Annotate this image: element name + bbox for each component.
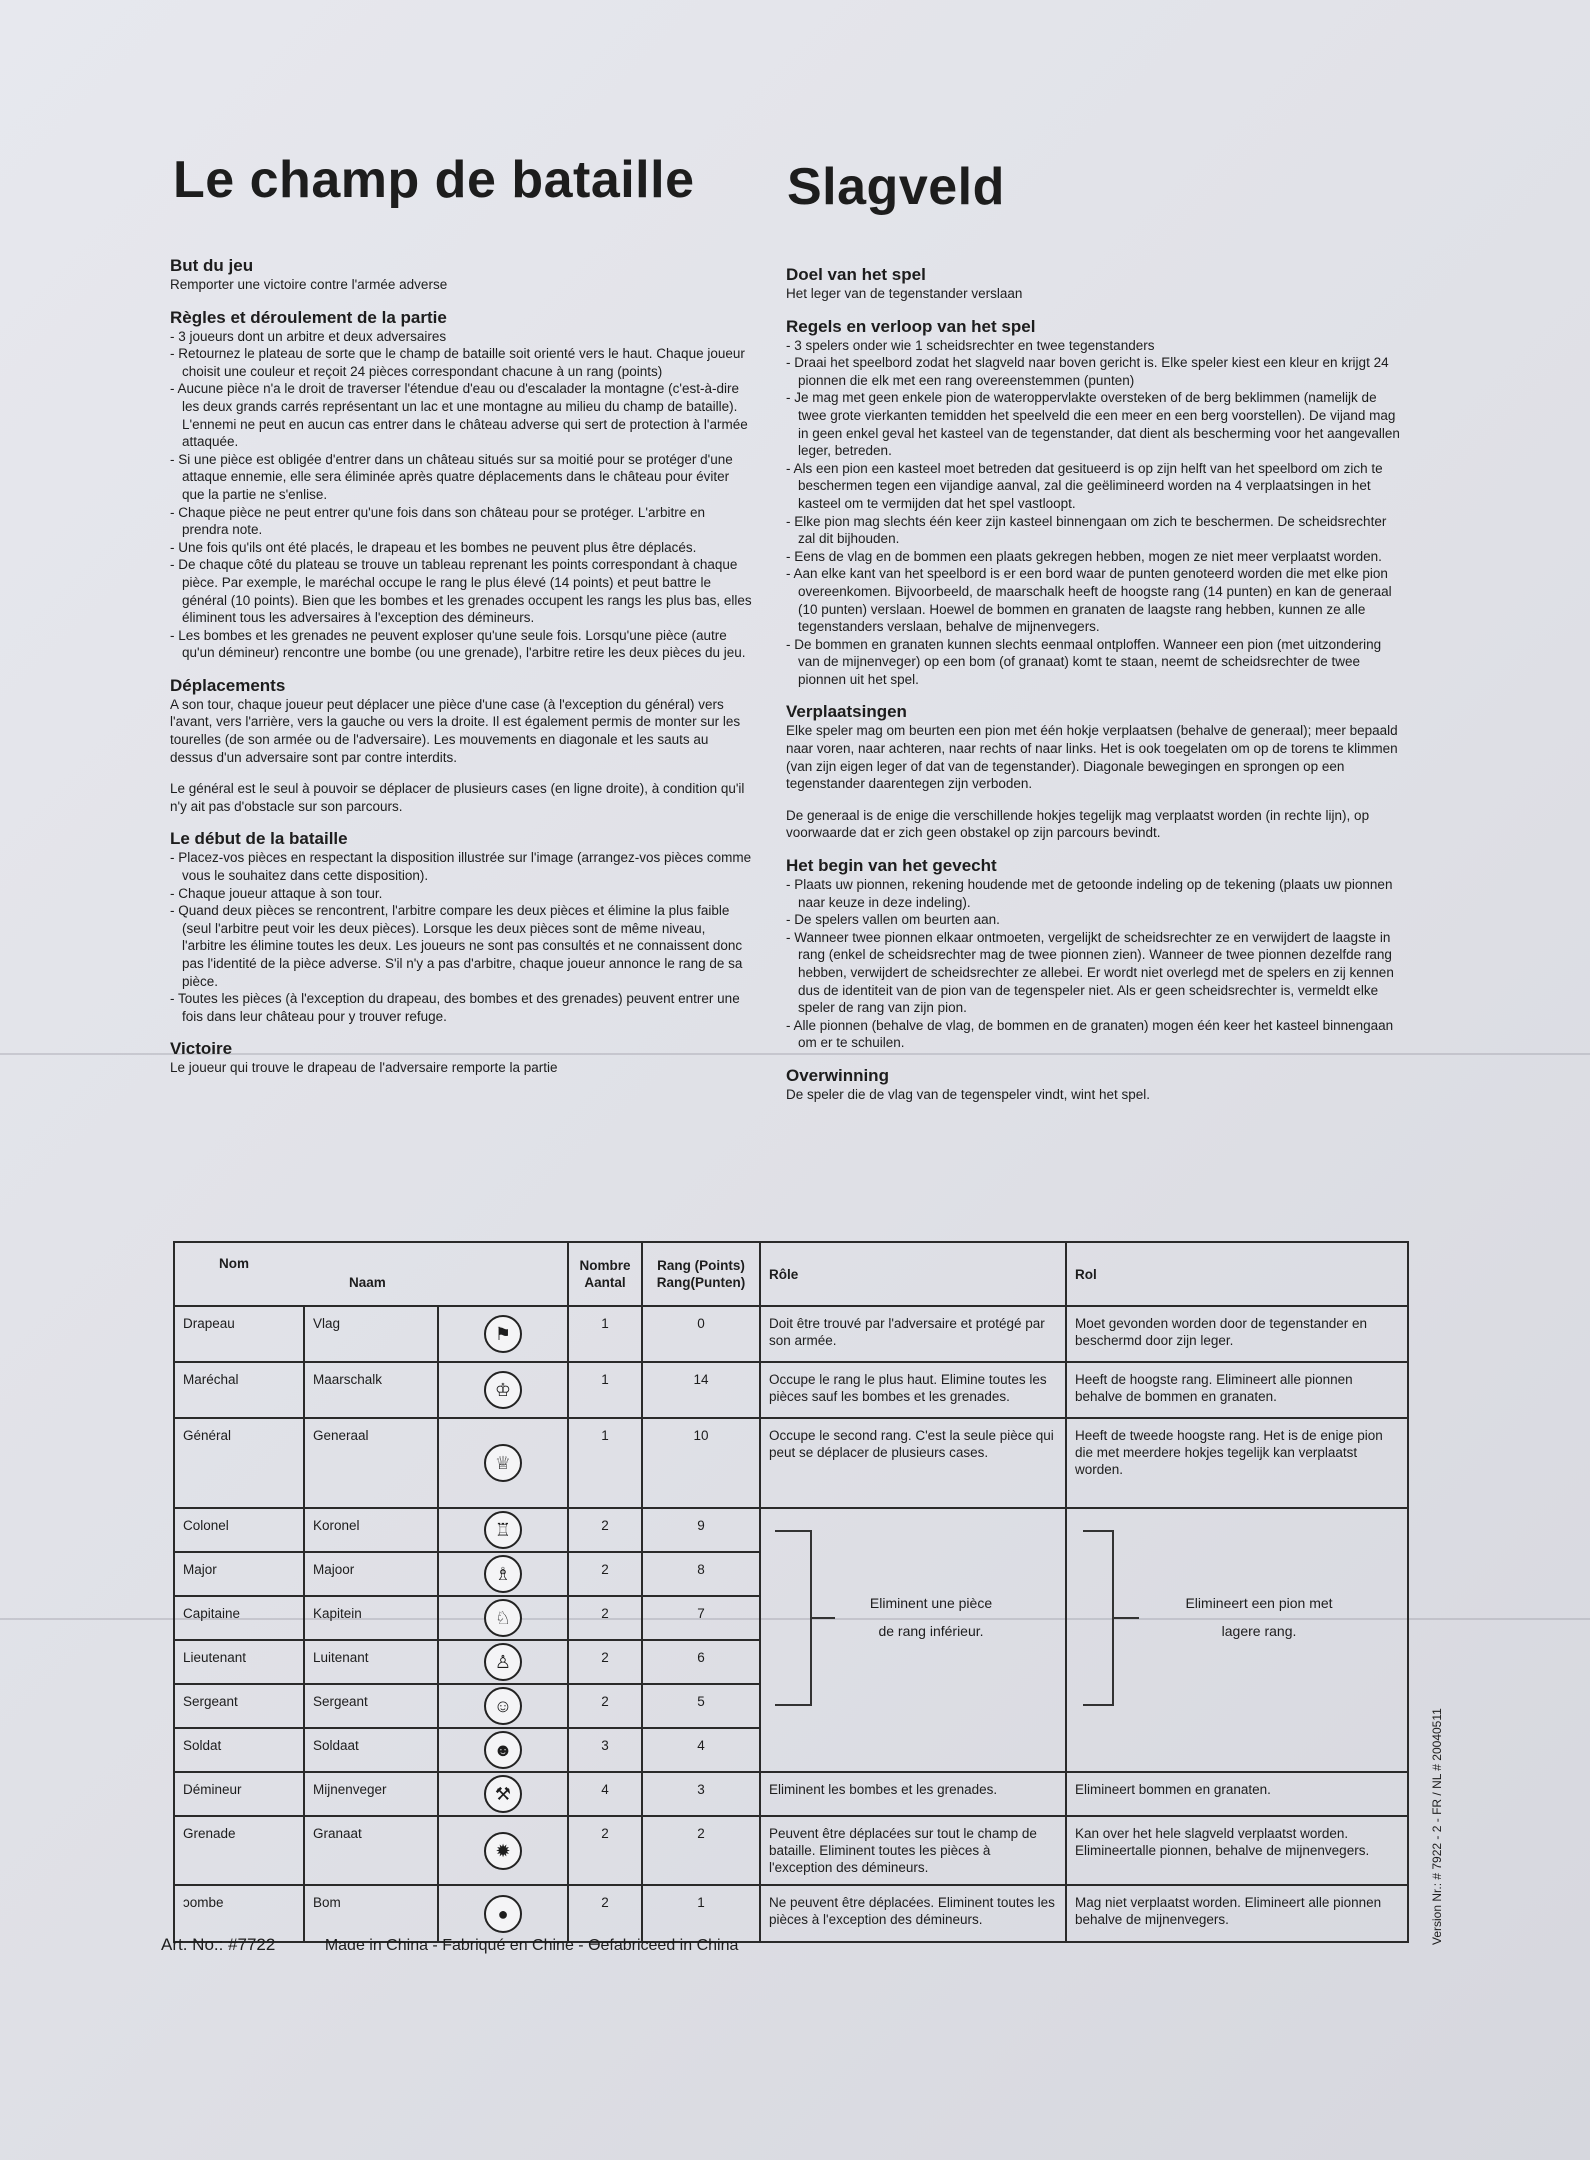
grenade-icon: ✹ [484, 1832, 522, 1870]
piece-rank: 14 [642, 1362, 760, 1418]
piece-name-fr: Maréchal [174, 1362, 304, 1418]
piece-count: 2 [568, 1552, 642, 1596]
table-row [174, 1418, 1408, 1508]
list-item: - Je mag met geen enkele pion de wateroppervlakte oversteken of de berg beklimmen (namelijk de twee grote vierkanten temidden het speelveld die een meer en een berg voorstellen). De vijand mag in geen enkel geval het kasteel van de tegenstander, dat dient als bescherming voor het aangevallen leger, betreden. [786, 389, 1406, 459]
bomb-icon: ● [484, 1895, 522, 1933]
header-rank: Rang (Points) Rang(Punten) [642, 1242, 760, 1306]
piece-name-fr: Major [174, 1552, 304, 1596]
version-number: Version Nr.: # 7922 - 2 - FR / NL # 20040511 [1430, 1708, 1444, 1945]
heading-goal-fr: But du jeu [170, 256, 254, 275]
piece-icon-cell [438, 1772, 568, 1816]
heading-start-fr: Le début de la bataille [170, 829, 348, 849]
list-rules-fr [170, 328, 752, 662]
piece-name-nl: Sergeant [304, 1684, 438, 1728]
piece-role-nl: Heeft de hoogste rang. Elimineert alle pionnen behalve de bommen en granaten. [1066, 1362, 1408, 1418]
list-item: - Wanneer twee pionnen elkaar ontmoeten, vergelijkt de scheidsrechter ze en verwijdert de laagste in rang (enkel de scheidsrechter mag de twee pionnen zien). Wanneer de twee pionnen dezelfde rang hebben, verwijdert de scheidsrechter ze allebei. Er wordt niet overlegd met de spelers en zij kennen dus de identiteit van de pion van de tegenspeler niet. Als er geen scheidsrechter is, vermeldt elke speler de rang van zijn pion. [786, 929, 1406, 1017]
piece-rank: 5 [642, 1684, 760, 1728]
piece-name-fr: ɔombe [174, 1885, 304, 1942]
list-item: - Chaque joueur attaque à son tour. [170, 885, 752, 903]
list-item: - De spelers vallen om beurten aan. [786, 911, 1406, 929]
piece-count: 4 [568, 1772, 642, 1816]
piece-count: 2 [568, 1640, 642, 1684]
captain-icon: ♘ [484, 1599, 522, 1637]
list-start-nl [786, 876, 1406, 1052]
header-count: Nombre Aantal [568, 1242, 642, 1306]
piece-role-fr: Eliminent les bombes et les grenades. [760, 1772, 1066, 1816]
list-item: - De chaque côté du plateau se trouve un tableau reprenant les points correspondant à chaque pièce. Par exemple, le maréchal occupe le rang le plus élevé (14 points) et peut battre le général (10 points). Bien que les bombes et les grenades occupent les rangs les plus bas, elles éliminent tous les adversaires à l'exception des démineurs. [170, 556, 752, 626]
list-item: - Toutes les pièces (à l'exception du drapeau, des bombes et des grenades) peuvent entrer une fois dans leur château pour y trouver refuge. [170, 990, 752, 1025]
list-item: - Plaats uw pionnen, rekening houdende met de getoonde indeling op de tekening (plaats uw pionnen naar keuze in deze indeling). [786, 876, 1406, 911]
piece-rank: 2 [642, 1816, 760, 1885]
piece-icon-cell [438, 1552, 568, 1596]
piece-count: 2 [568, 1508, 642, 1552]
list-item: - Retournez le plateau de sorte que le champ de bataille soit orienté vers le haut. Chaque joueur choisit une couleur et reçoit 24 pièces correspondant chacune à un rang (points) [170, 345, 752, 380]
list-item: - Une fois qu'ils ont été placés, le drapeau et les bombes ne peuvent plus être déplacés. [170, 539, 752, 557]
group-text-fr [841, 1589, 1021, 1645]
list-item: - Les bombes et les grenades ne peuvent exploser qu'une seule fois. Lorsqu'une pièce (autre qu'un démineur) rencontre une bombe (ou une grenade), l'arbitre retire les deux pièces du jeu. [170, 627, 752, 662]
piece-name-nl: Soldaat [304, 1728, 438, 1772]
table-row [174, 1816, 1408, 1885]
heading-start-nl: Het begin van het gevecht [786, 856, 997, 876]
piece-role-nl: Kan over het hele slagveld verplaatst worden. Elimineertalle pionnen, behalve de mijnenvegers. [1066, 1816, 1408, 1885]
piece-role-fr: Peuvent être déplacées sur tout le champ de bataille. Eliminent toutes les pièces à l'exception des démineurs. [760, 1816, 1066, 1885]
heading-goal-nl: Doel van het spel [786, 265, 926, 284]
list-item: - 3 spelers onder wie 1 scheidsrechter en twee tegenstanders [786, 337, 1406, 355]
heading-victory-fr: Victoire [170, 1039, 233, 1059]
piece-rank: 8 [642, 1552, 760, 1596]
table-row [174, 1306, 1408, 1362]
piece-icon-cell [438, 1816, 568, 1885]
piece-icon-cell [438, 1640, 568, 1684]
piece-role-nl: Moet gevonden worden door de tegenstander en beschermd door zijn leger. [1066, 1306, 1408, 1362]
piece-rank: 10 [642, 1418, 760, 1508]
list-start-fr [170, 849, 752, 1025]
table-row [174, 1362, 1408, 1418]
list-item: - Aan elke kant van het speelbord is er een bord waar de punten genoteerd worden die met elke pion overeenkomen. Bijvoorbeeld, de maarschalk heeft de hoogste rang (14 punten) en kan de generaal (10 punten) verslaan. Hoewel de bommen en granaten de laagste rang hebben, kunnen ze alle tegenstanders verslaan, behalve de mijnenvegers. [786, 565, 1406, 635]
list-item: - Als een pion een kasteel moet betreden dat gesitueerd is op zijn helft van het speelbord om zich te beschermen tegen een vijandige aanval, zal die geëlimineerd worden na 4 verplaatsingen in het kasteel om te vermijden dat het spel vastloopt. [786, 460, 1406, 513]
piece-icon-cell [438, 1508, 568, 1552]
piece-name-nl: Bom [304, 1885, 438, 1942]
heading-victory-nl: Overwinning [786, 1065, 889, 1085]
piece-rank: 3 [642, 1772, 760, 1816]
table-row [174, 1508, 1408, 1552]
list-item: - Aucune pièce n'a le droit de traverser l'étendue d'eau ou d'escalader la montagne (c'est-à-dire les deux grands carrés représentant un lac et une montagne au milieu du champ de bataille). L'ennemi ne peut en aucun cas entrer dans le château adverse qui sert de protection à l'armée attaquée. [170, 380, 752, 450]
heading-moves-nl: Verplaatsingen [786, 702, 907, 722]
piece-icon-cell [438, 1728, 568, 1772]
flag-icon: ⚑ [484, 1315, 522, 1353]
list-item: - Alle pionnen (behalve de vlag, de bommen en de granaten) mogen één keer het kasteel binnengaan om er te schuilen. [786, 1017, 1406, 1052]
text-moves-fr-2: Le général est le seul à pouvoir se déplacer de plusieurs cases (en ligne droite), à condition qu'il n'y ait pas d'obstacle sur son parcours. [170, 781, 745, 814]
colonel-icon: ♖ [484, 1511, 522, 1549]
column-nl [786, 265, 1406, 1118]
text-moves-nl-2: De generaal is de enige die verschillende hokjes tegelijk mag verplaatst worden (in rechte lijn), op voorwaarde dat er zich geen obstakel op zijn parcours bevindt. [786, 807, 1370, 841]
sergeant-icon: ☺ [484, 1687, 522, 1725]
piece-count: 2 [568, 1684, 642, 1728]
piece-name-nl: Luitenant [304, 1640, 438, 1684]
text-moves-nl-1: Elke speler mag om beurten een pion met één hokje verplaatsen (behalve de generaal); meer bepaald naar voren, naar achteren, naar rechts of naar links. Het is ook toegelaten om op de torens te klimmen (van zijn eigen leger of dat van de tegenstander). Diagonale bewegingen en sprongen op een tegenstander daarentegen zijn verboden. [786, 723, 1398, 792]
title-fr: Le champ de bataille [173, 151, 695, 209]
list-item: - Chaque pièce ne peut entrer qu'une fois dans son château pour se protéger. L'arbitre en prendra note. [170, 504, 752, 539]
piece-name-nl: Maarschalk [304, 1362, 438, 1418]
heading-moves-fr: Déplacements [170, 675, 286, 695]
piece-icon-cell [438, 1418, 568, 1508]
text-goal-nl: Het leger van de tegenstander verslaan [786, 286, 1023, 301]
footer [161, 1935, 738, 1955]
list-item: - 3 joueurs dont un arbitre et deux adversaires [170, 328, 752, 346]
lieutenant-icon: ♙ [484, 1643, 522, 1681]
piece-role-fr: Doit être trouvé par l'adversaire et protégé par son armée. [760, 1306, 1066, 1362]
piece-rank: 6 [642, 1640, 760, 1684]
piece-count: 2 [568, 1885, 642, 1942]
piece-name-nl: Generaal [304, 1418, 438, 1508]
piece-role-nl: Heeft de tweede hoogste rang. Het is de enige pion die met meerdere hokjes tegelijk kan verplaatst worden. [1066, 1418, 1408, 1508]
piece-name-fr: Lieutenant [174, 1640, 304, 1684]
group-line: Eliminent une pièce [869, 1595, 993, 1611]
piece-name-nl: Kapitein [304, 1596, 438, 1640]
heading-rules-fr: Règles et déroulement de la partie [170, 307, 447, 327]
piece-name-fr: Capitaine [174, 1596, 304, 1640]
piece-icon-cell [438, 1885, 568, 1942]
piece-count: 2 [568, 1596, 642, 1640]
group-role-fr [760, 1508, 1066, 1772]
list-item: - Elke pion mag slechts één keer zijn kasteel binnengaan om zich te beschermen. De scheidsrechter zal dit bijhouden. [786, 513, 1406, 548]
art-number: Art. No.: #7722 [161, 1935, 276, 1954]
piece-count: 3 [568, 1728, 642, 1772]
piece-count: 1 [568, 1362, 642, 1418]
list-item: - Si une pièce est obligée d'entrer dans un château situés sur sa moitié pour se protéger d'une attaque ennemie, elle sera éliminée après quatre déplacements dans le château pour éviter que la partie ne s'enlise. [170, 451, 752, 504]
header-role-fr: Rôle [760, 1242, 1066, 1306]
group-line: Elimineert een pion met [1185, 1595, 1333, 1611]
piece-count: 1 [568, 1306, 642, 1362]
piece-role-fr: Occupe le second rang. C'est la seule pièce qui peut se déplacer de plusieurs cases. [760, 1418, 1066, 1508]
header-nom: Nom [219, 1256, 249, 1271]
list-item: - Draai het speelbord zodat het slagveld naar boven gericht is. Elke speler kiest een kleur en krijgt 24 pionnen die elk met een rang overeenstemmen (punten) [786, 354, 1406, 389]
piece-name-fr: Soldat [174, 1728, 304, 1772]
piece-name-fr: Démineur [174, 1772, 304, 1816]
heading-rules-nl: Regels en verloop van het spel [786, 316, 1036, 336]
piece-name-fr: Général [174, 1418, 304, 1508]
piece-role-fr: Ne peuvent être déplacées. Eliminent toutes les pièces à l'exception des démineurs. [760, 1885, 1066, 1942]
group-line: de rang inférieur. [878, 1623, 984, 1639]
piece-name-fr: Sergeant [174, 1684, 304, 1728]
piece-name-nl: Granaat [304, 1816, 438, 1885]
group-role-nl [1066, 1508, 1408, 1772]
list-item: - De bommen en granaten kunnen slechts eenmaal ontploffen. Wanneer een pion (met uitzondering van de mijnenveger) op een bom (of granaat) komt te staan, neemt de scheidsrechter de twee pionnen uit het spel. [786, 636, 1406, 689]
list-rules-nl [786, 337, 1406, 689]
piece-icon-cell [438, 1684, 568, 1728]
group-line: lagere rang. [1221, 1623, 1297, 1639]
piece-count: 2 [568, 1816, 642, 1885]
pieces-table [173, 1241, 1409, 1943]
piece-name-nl: Koronel [304, 1508, 438, 1552]
piece-icon-cell [438, 1596, 568, 1640]
list-item: - Eens de vlag en de bommen een plaats gekregen hebben, mogen ze niet meer verplaatst worden. [786, 548, 1406, 566]
piece-name-fr: Grenade [174, 1816, 304, 1885]
list-item: - Quand deux pièces se rencontrent, l'arbitre compare les deux pièces et élimine la plus faible (seul l'arbitre peut voir les deux pièces). Lorsque les deux pièces sont de même niveau, l'arbitre les élimine toutes les deux. Les joueurs ne sont pas consultés et ne connaissent donc pas l'identité de la pièce adverse. S'il n'y a pas d'arbitre, chaque joueur annonce le rang de sa pièce. [170, 902, 752, 990]
title-nl: Slagveld [787, 158, 1005, 216]
piece-rank: 9 [642, 1508, 760, 1552]
text-goal-fr: Remporter une victoire contre l'armée adverse [170, 277, 448, 292]
header-name [174, 1242, 568, 1306]
list-item: - Placez-vos pièces en respectant la disposition illustrée sur l'image (arrangez-vos pièces comme vous le souhaitez dans cette disposition). [170, 849, 752, 884]
piece-role-nl: Mag niet verplaatst worden. Elimineert alle pionnen behalve de mijnenvegers. [1066, 1885, 1408, 1942]
piece-icon-cell [438, 1306, 568, 1362]
table-row [174, 1885, 1408, 1942]
text-victory-fr: Le joueur qui trouve le drapeau de l'adversaire remporte la partie [170, 1060, 558, 1076]
piece-name-nl: Mijnenveger [304, 1772, 438, 1816]
pieces-table-body [174, 1306, 1408, 1942]
piece-name-nl: Majoor [304, 1552, 438, 1596]
piece-role-fr: Occupe le rang le plus haut. Elimine toutes les pièces sauf les bombes et les grenades. [760, 1362, 1066, 1418]
piece-rank: 0 [642, 1306, 760, 1362]
piece-rank: 7 [642, 1596, 760, 1640]
piece-count: 1 [568, 1418, 642, 1508]
text-moves-fr-1: A son tour, chaque joueur peut déplacer une pièce d'une case (à l'exception du général) vers l'avant, vers l'arrière, vers la gauche ou vers la droite. Il est également permis de monter sur les tourelles (de son armée ou de l'adversaire). Les mouvements en diagonale et les sauts au dessus d'un adversaire sont par contre interdits. [170, 696, 741, 765]
piece-rank: 4 [642, 1728, 760, 1772]
piece-name-fr: Colonel [174, 1508, 304, 1552]
header-role-nl: Rol [1066, 1242, 1408, 1306]
marshal-icon: ♔ [484, 1371, 522, 1409]
piece-rank: 1 [642, 1885, 760, 1942]
soldier-icon: ☻ [484, 1731, 522, 1769]
general-icon: ♕ [484, 1444, 522, 1482]
piece-icon-cell [438, 1362, 568, 1418]
piece-name-nl: Vlag [304, 1306, 438, 1362]
table-row [174, 1772, 1408, 1816]
column-fr [170, 256, 752, 1091]
piece-name-fr: Drapeau [174, 1306, 304, 1362]
text-victory-nl: De speler die de vlag van de tegenspeler vindt, wint het spel. [786, 1086, 1150, 1102]
miner-icon: ⚒ [484, 1775, 522, 1813]
group-text-nl [1159, 1589, 1359, 1645]
major-icon: ♗ [484, 1555, 522, 1593]
header-naam: Naam [349, 1275, 386, 1290]
piece-role-nl: Elimineert bommen en granaten. [1066, 1772, 1408, 1816]
made-in-text: Maɑe in China - Fabriqué en Chine - Ɵefabriceed in China [324, 1937, 739, 1954]
